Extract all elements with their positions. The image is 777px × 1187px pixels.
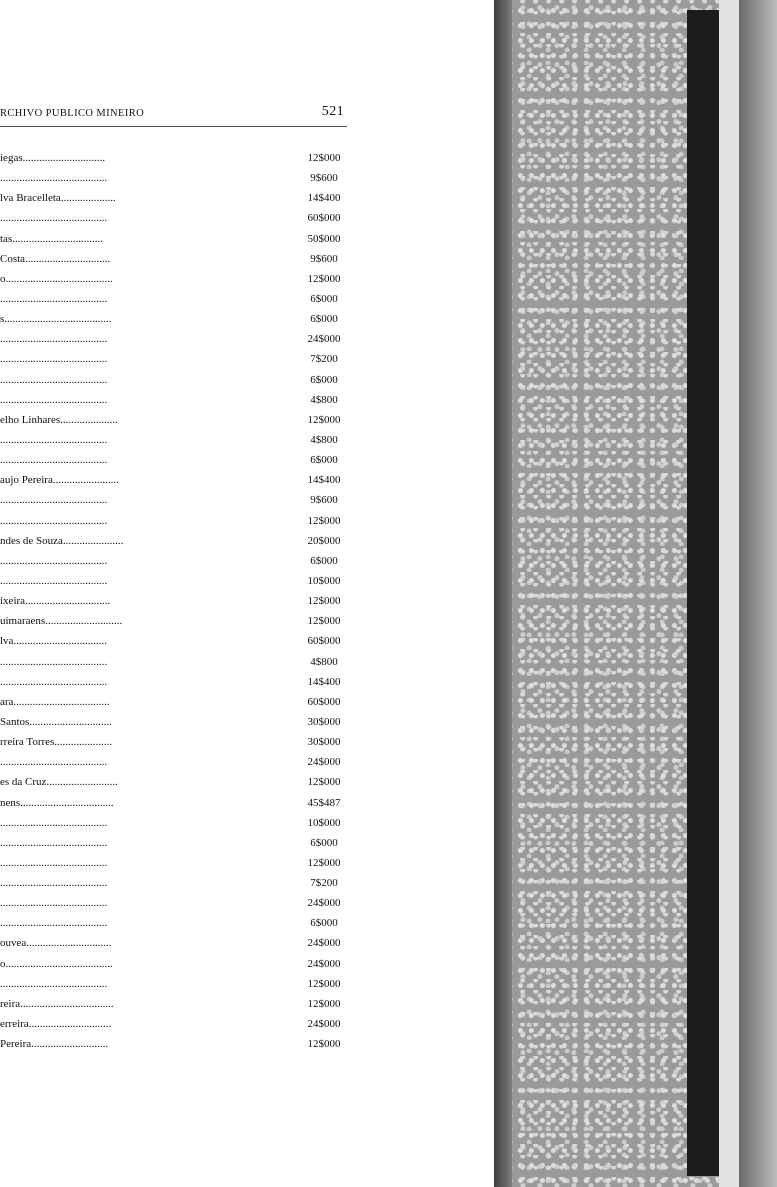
header-rule <box>0 126 347 127</box>
entry-amount: 6$000 <box>310 836 338 849</box>
entry-name: ....................................... <box>0 212 108 225</box>
ledger-entry <box>0 611 360 631</box>
entry-amount: 9$600 <box>310 252 338 265</box>
entry-amount: 24$000 <box>307 957 341 970</box>
entry-name: ....................................... <box>0 494 108 507</box>
entry-amount: 12$000 <box>307 997 341 1010</box>
entry-amount: 24$000 <box>307 937 341 950</box>
ledger-entry <box>0 954 360 974</box>
ledger-entry <box>0 249 360 269</box>
entry-name: elho Linhares..................... <box>0 413 118 426</box>
ledger-entry <box>0 390 360 410</box>
entry-name: ....................................... <box>0 977 108 990</box>
entry-name: ....................................... <box>0 454 108 467</box>
entry-name: lva.................................. <box>0 635 107 648</box>
ledger-entry <box>0 148 360 168</box>
ledger-entry <box>0 511 360 531</box>
entry-amount: 60$000 <box>307 212 341 225</box>
entry-amount: 6$000 <box>310 454 338 467</box>
entry-name: rreira Torres..................... <box>0 736 113 749</box>
light-edge-strip <box>719 0 739 1187</box>
entry-amount: 10$000 <box>307 574 341 587</box>
ledger-entry <box>0 692 360 712</box>
entry-amount: 12$000 <box>307 152 341 164</box>
entry-name: ....................................... <box>0 655 108 668</box>
ledger-entry <box>0 269 360 289</box>
entry-amount: 12$000 <box>307 776 341 789</box>
ledger-entry <box>0 430 360 450</box>
entry-name: ouvea............................... <box>0 937 112 950</box>
entry-amount: 9$600 <box>310 494 338 507</box>
entry-amount: 45$487 <box>307 796 341 809</box>
entry-name: ....................................... <box>0 675 108 688</box>
entry-amount: 4$800 <box>310 433 338 446</box>
ledger-entry <box>0 329 360 349</box>
ledger-entry <box>0 974 360 994</box>
entry-amount: 24$000 <box>307 1018 341 1031</box>
entry-name: iegas.............................. <box>0 152 106 164</box>
entry-name: ....................................... <box>0 514 108 527</box>
entry-amount: 6$000 <box>310 917 338 930</box>
entry-name: o....................................... <box>0 957 113 970</box>
dark-binding-band <box>687 10 719 1176</box>
entry-name: ....................................... <box>0 393 108 406</box>
entry-amount: 12$000 <box>307 615 341 628</box>
ledger-entry <box>0 1034 360 1054</box>
outer-page-edge <box>739 0 777 1187</box>
ledger-entry <box>0 188 360 208</box>
page-header <box>0 104 347 124</box>
binding-shadow <box>494 0 512 1187</box>
entry-amount: 30$000 <box>307 715 341 728</box>
entry-name: ....................................... <box>0 917 108 930</box>
ledger-entry <box>0 531 360 551</box>
ledger-entry <box>0 208 360 228</box>
entry-amount: 20$000 <box>307 534 341 547</box>
entry-amount: 60$000 <box>307 695 341 708</box>
entry-name: ixeira............................... <box>0 595 111 608</box>
ledger-entry <box>0 793 360 813</box>
entry-amount: 4$800 <box>310 655 338 668</box>
entry-amount: 7$200 <box>310 877 338 890</box>
entry-name: ....................................... <box>0 373 108 386</box>
entry-amount: 50$000 <box>307 232 341 245</box>
entry-name: ....................................... <box>0 292 108 305</box>
entry-name: ....................................... <box>0 856 108 869</box>
entry-name: nens.................................. <box>0 796 114 809</box>
book-binding-edge <box>494 0 777 1187</box>
entry-name: ndes de Souza...................... <box>0 534 124 547</box>
ledger-entry <box>0 772 360 792</box>
entry-amount: 12$000 <box>307 595 341 608</box>
entry-name: ....................................... <box>0 554 108 567</box>
entry-name: tas................................. <box>0 232 103 245</box>
entry-amount: 12$000 <box>307 514 341 527</box>
entry-name: ....................................... <box>0 353 108 366</box>
entry-amount: 7$200 <box>310 353 338 366</box>
ledger-entry <box>0 631 360 651</box>
page-number: 521 <box>321 104 344 119</box>
entry-amount: 4$800 <box>310 393 338 406</box>
entry-amount: 12$000 <box>307 977 341 990</box>
ledger-entry <box>0 370 360 390</box>
ledger-entry <box>0 551 360 571</box>
ledger-entry <box>0 289 360 309</box>
entry-amount: 6$000 <box>310 554 338 567</box>
ledger-entry <box>0 309 360 329</box>
ledger-entry <box>0 349 360 369</box>
entry-name: Pereira............................ <box>0 1038 109 1051</box>
ledger-entry <box>0 168 360 188</box>
ledger-entry <box>0 873 360 893</box>
entry-amount: 24$000 <box>307 897 341 910</box>
entry-amount: 24$000 <box>307 333 341 346</box>
entry-amount: 14$400 <box>307 192 341 205</box>
entry-amount: 12$000 <box>307 856 341 869</box>
entry-amount: 14$400 <box>307 474 341 487</box>
entry-name: ....................................... <box>0 897 108 910</box>
ledger-entry <box>0 933 360 953</box>
entry-name: uimaraens............................ <box>0 615 123 628</box>
entry-name: Santos.............................. <box>0 715 112 728</box>
entry-name: ....................................... <box>0 836 108 849</box>
entry-amount: 12$000 <box>307 1038 341 1051</box>
ledger-entry <box>0 893 360 913</box>
ledger-entry <box>0 833 360 853</box>
ledger-entry <box>0 450 360 470</box>
entry-amount: 30$000 <box>307 736 341 749</box>
entry-amount: 24$000 <box>307 756 341 769</box>
entry-name: ....................................... <box>0 574 108 587</box>
entry-name: reira.................................. <box>0 997 114 1010</box>
entry-name: ....................................... <box>0 756 108 769</box>
ledger-entries <box>0 148 360 1054</box>
ledger-entry <box>0 813 360 833</box>
entry-name: ....................................... <box>0 877 108 890</box>
entry-name: ....................................... <box>0 816 108 829</box>
ledger-entry <box>0 732 360 752</box>
entry-amount: 60$000 <box>307 635 341 648</box>
entry-amount: 12$000 <box>307 413 341 426</box>
ledger-entry <box>0 913 360 933</box>
entry-name: o....................................... <box>0 272 113 285</box>
entry-name: aujo Pereira........................ <box>0 474 119 487</box>
entry-name: ....................................... <box>0 433 108 446</box>
ledger-entry <box>0 994 360 1014</box>
ledger-entry <box>0 410 360 430</box>
ledger-entry <box>0 712 360 732</box>
ledger-entry <box>0 591 360 611</box>
entry-amount: 6$000 <box>310 373 338 386</box>
entry-name: es da Cruz.......................... <box>0 776 118 789</box>
ledger-entry <box>0 490 360 510</box>
entry-name: ....................................... <box>0 333 108 346</box>
ledger-entry <box>0 470 360 490</box>
entry-amount: 12$000 <box>307 272 341 285</box>
entry-amount: 9$600 <box>310 172 338 185</box>
entry-name: erreira.............................. <box>0 1018 112 1031</box>
ledger-entry <box>0 672 360 692</box>
entry-name: ara................................... <box>0 695 110 708</box>
ledger-entry <box>0 1014 360 1034</box>
entry-name: Costa............................... <box>0 252 111 265</box>
ledger-entry <box>0 752 360 772</box>
ledger-entry <box>0 229 360 249</box>
entry-amount: 14$400 <box>307 675 341 688</box>
ledger-entry <box>0 853 360 873</box>
entry-name: ....................................... <box>0 172 108 185</box>
entry-name: s....................................... <box>0 313 112 326</box>
ledger-entry <box>0 571 360 591</box>
entry-amount: 6$000 <box>310 292 338 305</box>
ledger-entry <box>0 652 360 672</box>
entry-amount: 10$000 <box>307 816 341 829</box>
running-title: RCHIVO PUBLICO MINEIRO <box>0 108 145 119</box>
entry-amount: 6$000 <box>310 313 338 326</box>
entry-name: lva Bracelleta.................... <box>0 192 116 205</box>
